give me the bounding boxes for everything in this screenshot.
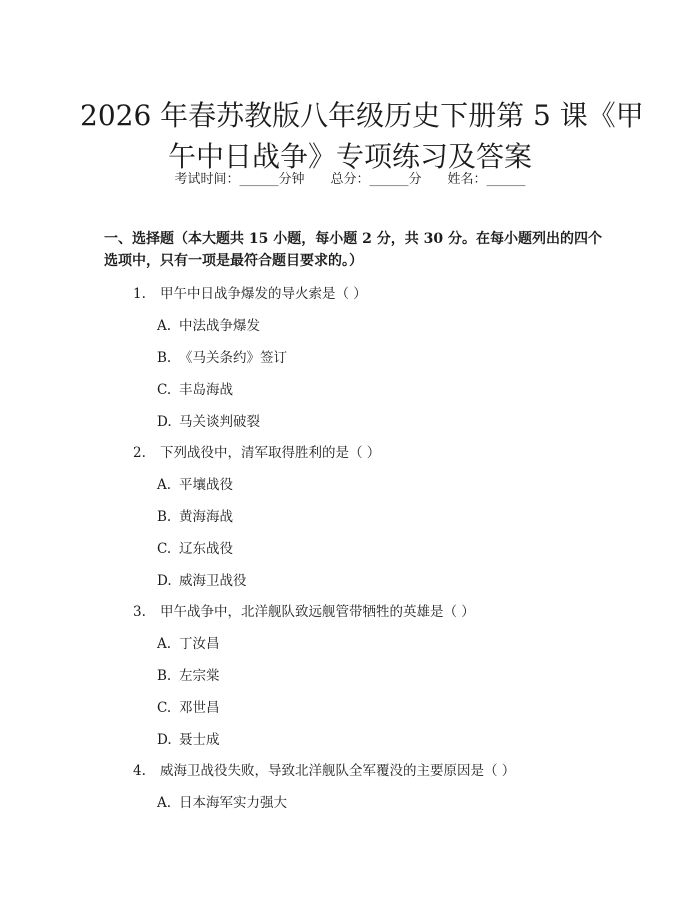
option-label: A.: [157, 318, 172, 334]
option-2a: [157, 473, 233, 493]
exam-time-field: 考试时间：______分钟: [174, 172, 305, 187]
question-text: 甲午中日战争爆发的导火索是（ ）: [160, 286, 367, 302]
question-3: [133, 600, 475, 620]
option-text: 黄海海战: [179, 509, 233, 525]
option-1d: [157, 410, 260, 430]
option-label: A.: [157, 477, 172, 493]
option-text: 邓世昌: [179, 700, 220, 716]
question-number: 2.: [133, 445, 146, 461]
title-line-1: 2026 年春苏教版八年级历史下册第 5 课《甲: [80, 98, 644, 132]
option-2d: [157, 569, 247, 589]
option-text: 辽东战役: [179, 541, 233, 557]
section-heading: 一、选择题（本大题共 15 小题，每小题 2 分，共 30 分。在每小题列出的四个选项中，只有一项是最符合题目要求的。）: [104, 231, 602, 269]
option-3d: [157, 728, 220, 748]
option-3b: [157, 664, 220, 684]
option-text: 丁汝昌: [179, 636, 220, 652]
document-title: [80, 95, 644, 177]
option-label: D.: [157, 573, 172, 589]
question-text: 甲午战争中，北洋舰队致远舰管带牺牲的英雄是（ ）: [160, 604, 475, 620]
option-label: A.: [157, 795, 172, 811]
option-1b: [157, 346, 287, 366]
option-3a: [157, 632, 220, 652]
option-label: D.: [157, 414, 172, 430]
title-line-2: 午中日战争》专项练习及答案: [167, 139, 532, 173]
question-number: 3.: [133, 604, 146, 620]
exam-score-field: 总分：______分: [330, 172, 422, 187]
option-label: C.: [157, 382, 172, 398]
exam-info-row: [0, 168, 700, 187]
option-text: 左宗棠: [179, 668, 220, 684]
option-text: 中法战争爆发: [179, 318, 260, 334]
option-text: 马关谈判破裂: [179, 414, 260, 430]
question-2: [133, 441, 380, 461]
option-2c: [157, 537, 233, 557]
option-label: B.: [157, 350, 172, 366]
question-1: [133, 282, 367, 302]
option-3c: [157, 696, 220, 716]
question-number: 4.: [133, 763, 146, 779]
option-label: B.: [157, 668, 172, 684]
option-label: C.: [157, 541, 172, 557]
question-text: 下列战役中，清军取得胜利的是（ ）: [160, 445, 381, 461]
option-text: 威海卫战役: [179, 573, 247, 589]
question-number: 1.: [133, 286, 146, 302]
option-text: 平壤战役: [179, 477, 233, 493]
option-2b: [157, 505, 233, 525]
option-text: 丰岛海战: [179, 382, 233, 398]
exam-name-field: 姓名：______: [447, 172, 526, 187]
option-label: D.: [157, 732, 172, 748]
option-label: B.: [157, 509, 172, 525]
option-text: 《马关条约》签订: [179, 350, 287, 366]
option-text: 日本海军实力强大: [179, 795, 287, 811]
option-label: A.: [157, 636, 172, 652]
option-1a: [157, 314, 260, 334]
option-4a: [157, 791, 287, 811]
question-text: 威海卫战役失败，导致北洋舰队全军覆没的主要原因是（ ）: [160, 763, 516, 779]
option-text: 聂士成: [179, 732, 220, 748]
question-4: [133, 759, 515, 779]
option-label: C.: [157, 700, 172, 716]
option-1c: [157, 378, 233, 398]
